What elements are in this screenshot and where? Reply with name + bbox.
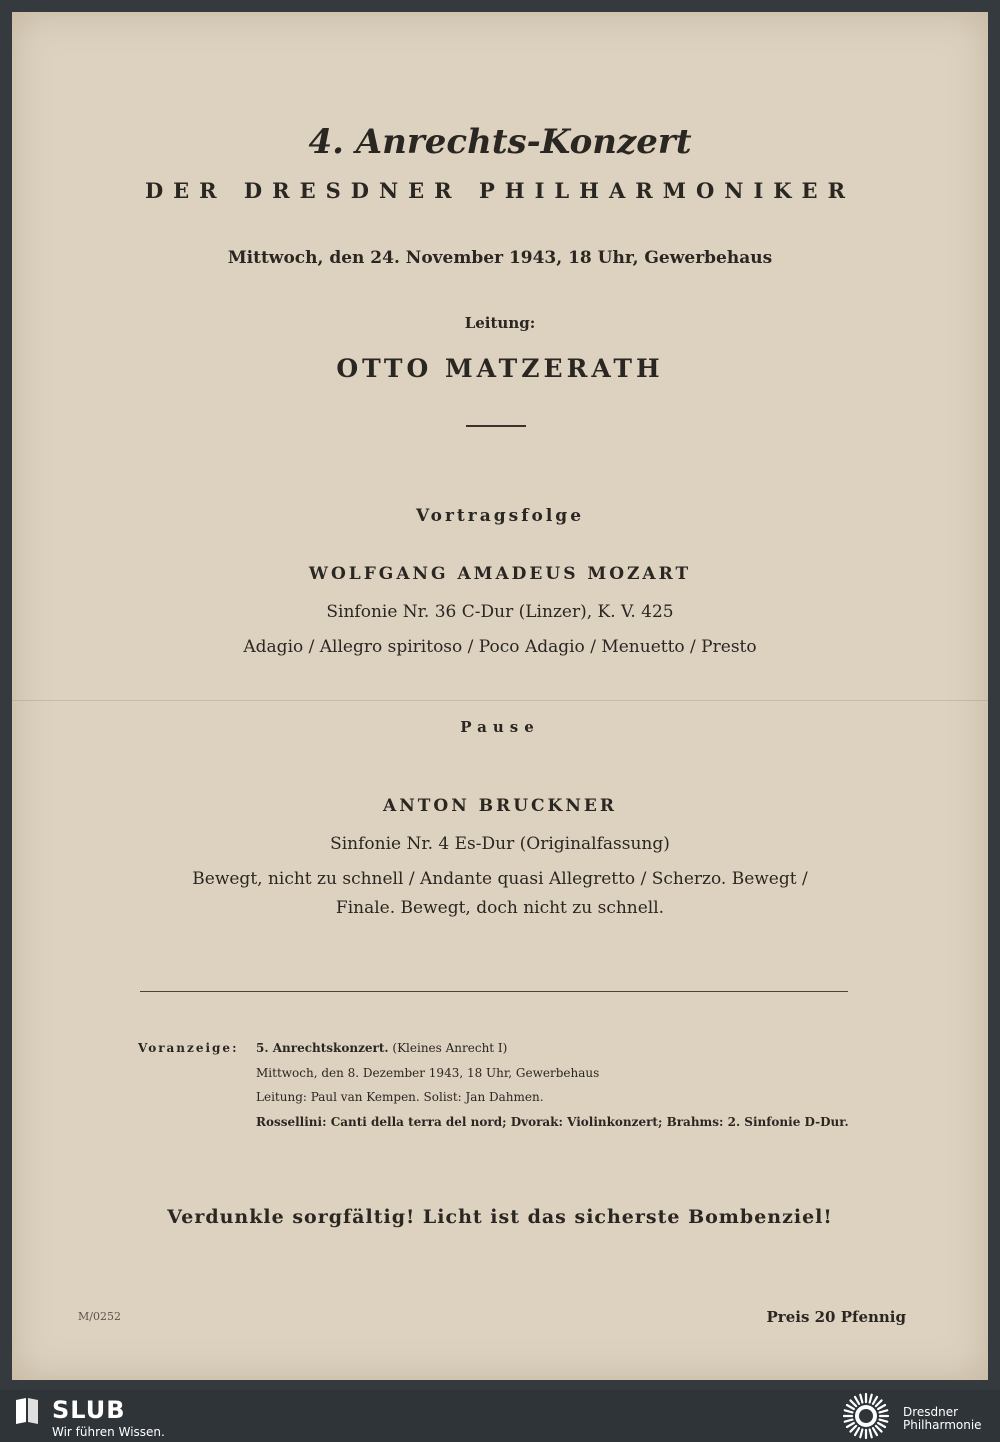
concert-date: Mittwoch, den 24. November 1943, 18 Uhr, Gewerbehaus	[227, 248, 773, 268]
sunburst-ray	[876, 1426, 882, 1432]
sunburst-ray	[870, 1430, 872, 1438]
short-rule	[466, 425, 526, 427]
work-bruckner: Sinfonie Nr. 4 Es-Dur (Originalfassung)	[330, 834, 670, 854]
preview-works: Rossellini: Canti della terra del nord; Dvorak: Violinkonzert; Brahms: 2. Sinfonie D-Dur.	[256, 1115, 849, 1129]
sunburst-logo-icon	[842, 1392, 890, 1440]
partner-line1: Dresdner	[903, 1405, 959, 1419]
sunburst-ray	[873, 1428, 877, 1435]
sunburst-ray	[847, 1423, 854, 1427]
preview-date: Mittwoch, den 8. Dezember 1943, 18 Uhr, Gewerbehaus	[256, 1066, 600, 1080]
sunburst-ray	[876, 1400, 882, 1406]
sunburst-ray	[855, 1428, 859, 1435]
sunburst-ray	[847, 1405, 854, 1409]
preview-leadership: Leitung: Paul van Kempen. Solist: Jan Dahmen.	[256, 1090, 544, 1104]
sunburst-ray	[845, 1410, 853, 1412]
movements-bruckner-line1: Bewegt, nicht zu schnell / Andante quasi Allegretto / Scherzo. Bewegt /	[192, 869, 808, 889]
sunburst-ray	[878, 1405, 885, 1409]
work-mozart: Sinfonie Nr. 36 C-Dur (Linzer), K. V. 425	[326, 602, 674, 622]
concert-title: 4. Anrechts-Konzert	[308, 122, 692, 162]
print-code: M/0252	[78, 1310, 121, 1323]
sunburst-ray	[860, 1430, 862, 1438]
sunburst-ray	[880, 1420, 888, 1422]
program-heading: Vortragsfolge	[415, 506, 585, 526]
sunburst-ray	[850, 1400, 856, 1406]
leadership-label: Leitung:	[464, 314, 536, 332]
partner-name[interactable]	[903, 1406, 982, 1432]
pause-label: Pause	[460, 718, 540, 736]
paper-fold	[12, 700, 988, 701]
price: Preis 20 Pfennig	[766, 1308, 906, 1326]
sunburst-ray	[870, 1395, 872, 1403]
section-divider	[140, 991, 848, 992]
sunburst-ray	[880, 1410, 888, 1412]
movements-mozart: Adagio / Allegro spiritoso / Poco Adagio / Menuetto / Presto	[243, 637, 757, 657]
slub-tagline: Wir führen Wissen.	[52, 1425, 165, 1439]
partner-line2: Philharmonie	[903, 1418, 982, 1432]
slub-name[interactable]: SLUB	[52, 1396, 126, 1424]
conductor-name: OTTO MATZERATH	[336, 354, 664, 383]
preview-concert-number: 5. Anrechtskonzert.	[256, 1041, 389, 1055]
blackout-warning: Verdunkle sorgfältig! Licht ist das sicherste Bombenziel!	[167, 1206, 833, 1228]
sunburst-ray	[873, 1397, 877, 1404]
sunburst-ray	[845, 1420, 853, 1422]
orchestra-name: DER DRESDNER PHILHARMONIKER	[144, 178, 856, 203]
movements-bruckner-line2: Finale. Bewegt, doch nicht zu schnell.	[335, 898, 665, 918]
sunburst-ray	[860, 1395, 862, 1403]
book-icon	[14, 1396, 40, 1424]
sunburst-ray	[850, 1426, 856, 1432]
sunburst-ray	[878, 1423, 885, 1427]
program-sheet	[12, 12, 988, 1380]
preview-line1	[256, 1041, 507, 1055]
footer-bar	[0, 1390, 1000, 1442]
composer-mozart: WOLFGANG AMADEUS MOZART	[308, 564, 692, 584]
composer-bruckner: ANTON BRUCKNER	[383, 796, 617, 816]
preview-subscription: (Kleines Anrecht I)	[392, 1041, 508, 1055]
sunburst-ray	[855, 1397, 859, 1404]
preview-label: Voranzeige:	[138, 1041, 239, 1055]
